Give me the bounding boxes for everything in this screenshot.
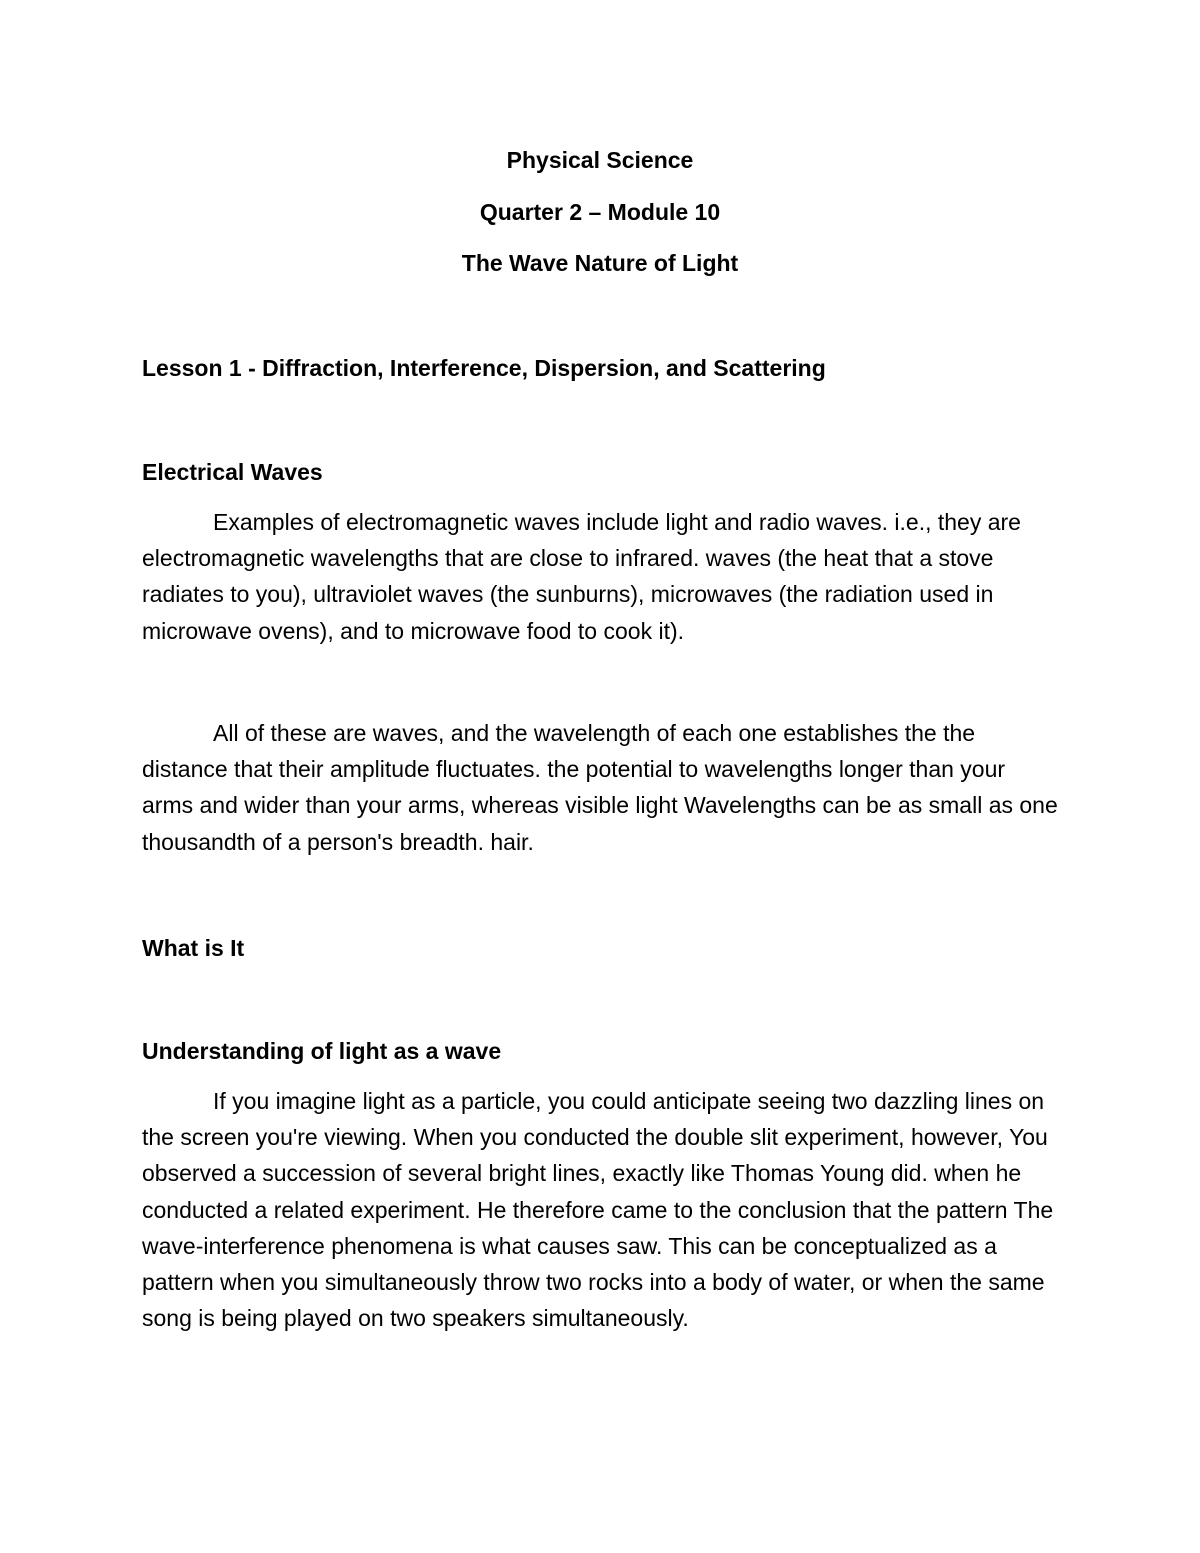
paragraph-electromagnetic-examples: Examples of electromagnetic waves include light and radio waves. i.e., they are electromagnetic wavelengths that are close to infrared. waves (the heat that a stove radiates to you), ultraviolet waves (the sunburns), microwaves (the radiation used in microwave ovens), and to microwave food to cook it). bbox=[142, 509, 1021, 644]
section-heading-what-is-it: What is It bbox=[142, 935, 245, 961]
document-topic: The Wave Nature of Light bbox=[461, 250, 739, 276]
paragraph-double-slit: If you imagine light as a particle, you could anticipate seeing two dazzling lines on the screen you're viewing. When you conducted the double slit experiment, however, You observed a succession of several bright lines, exactly like Thomas Young did. when he conducted a related experiment. He therefore came to the conclusion that the pattern The wave-interference phenomena is what causes saw. This can be conceptualized as a pattern when you simultaneously throw two rocks into a body of water, or when the same song is being played on two speakers simultaneously. bbox=[142, 1088, 1054, 1332]
section-heading-electrical-waves: Electrical Waves bbox=[142, 459, 323, 485]
lesson-title: Lesson 1 - Diffraction, Interference, Dispersion, and Scattering bbox=[142, 355, 826, 381]
paragraph-wavelengths: All of these are waves, and the wavelength of each one establishes the the distance that their amplitude fluctuates. the potential to wavelengths longer than your arms and wider than your arms, whereas visible light Wavelengths can be as small as one thousandth of a person's breadth. hair. bbox=[142, 720, 1058, 855]
section-heading-understanding-light: Understanding of light as a wave bbox=[142, 1038, 502, 1064]
document-subject: Physical Science bbox=[506, 147, 694, 173]
document-module: Quarter 2 – Module 10 bbox=[479, 199, 721, 225]
